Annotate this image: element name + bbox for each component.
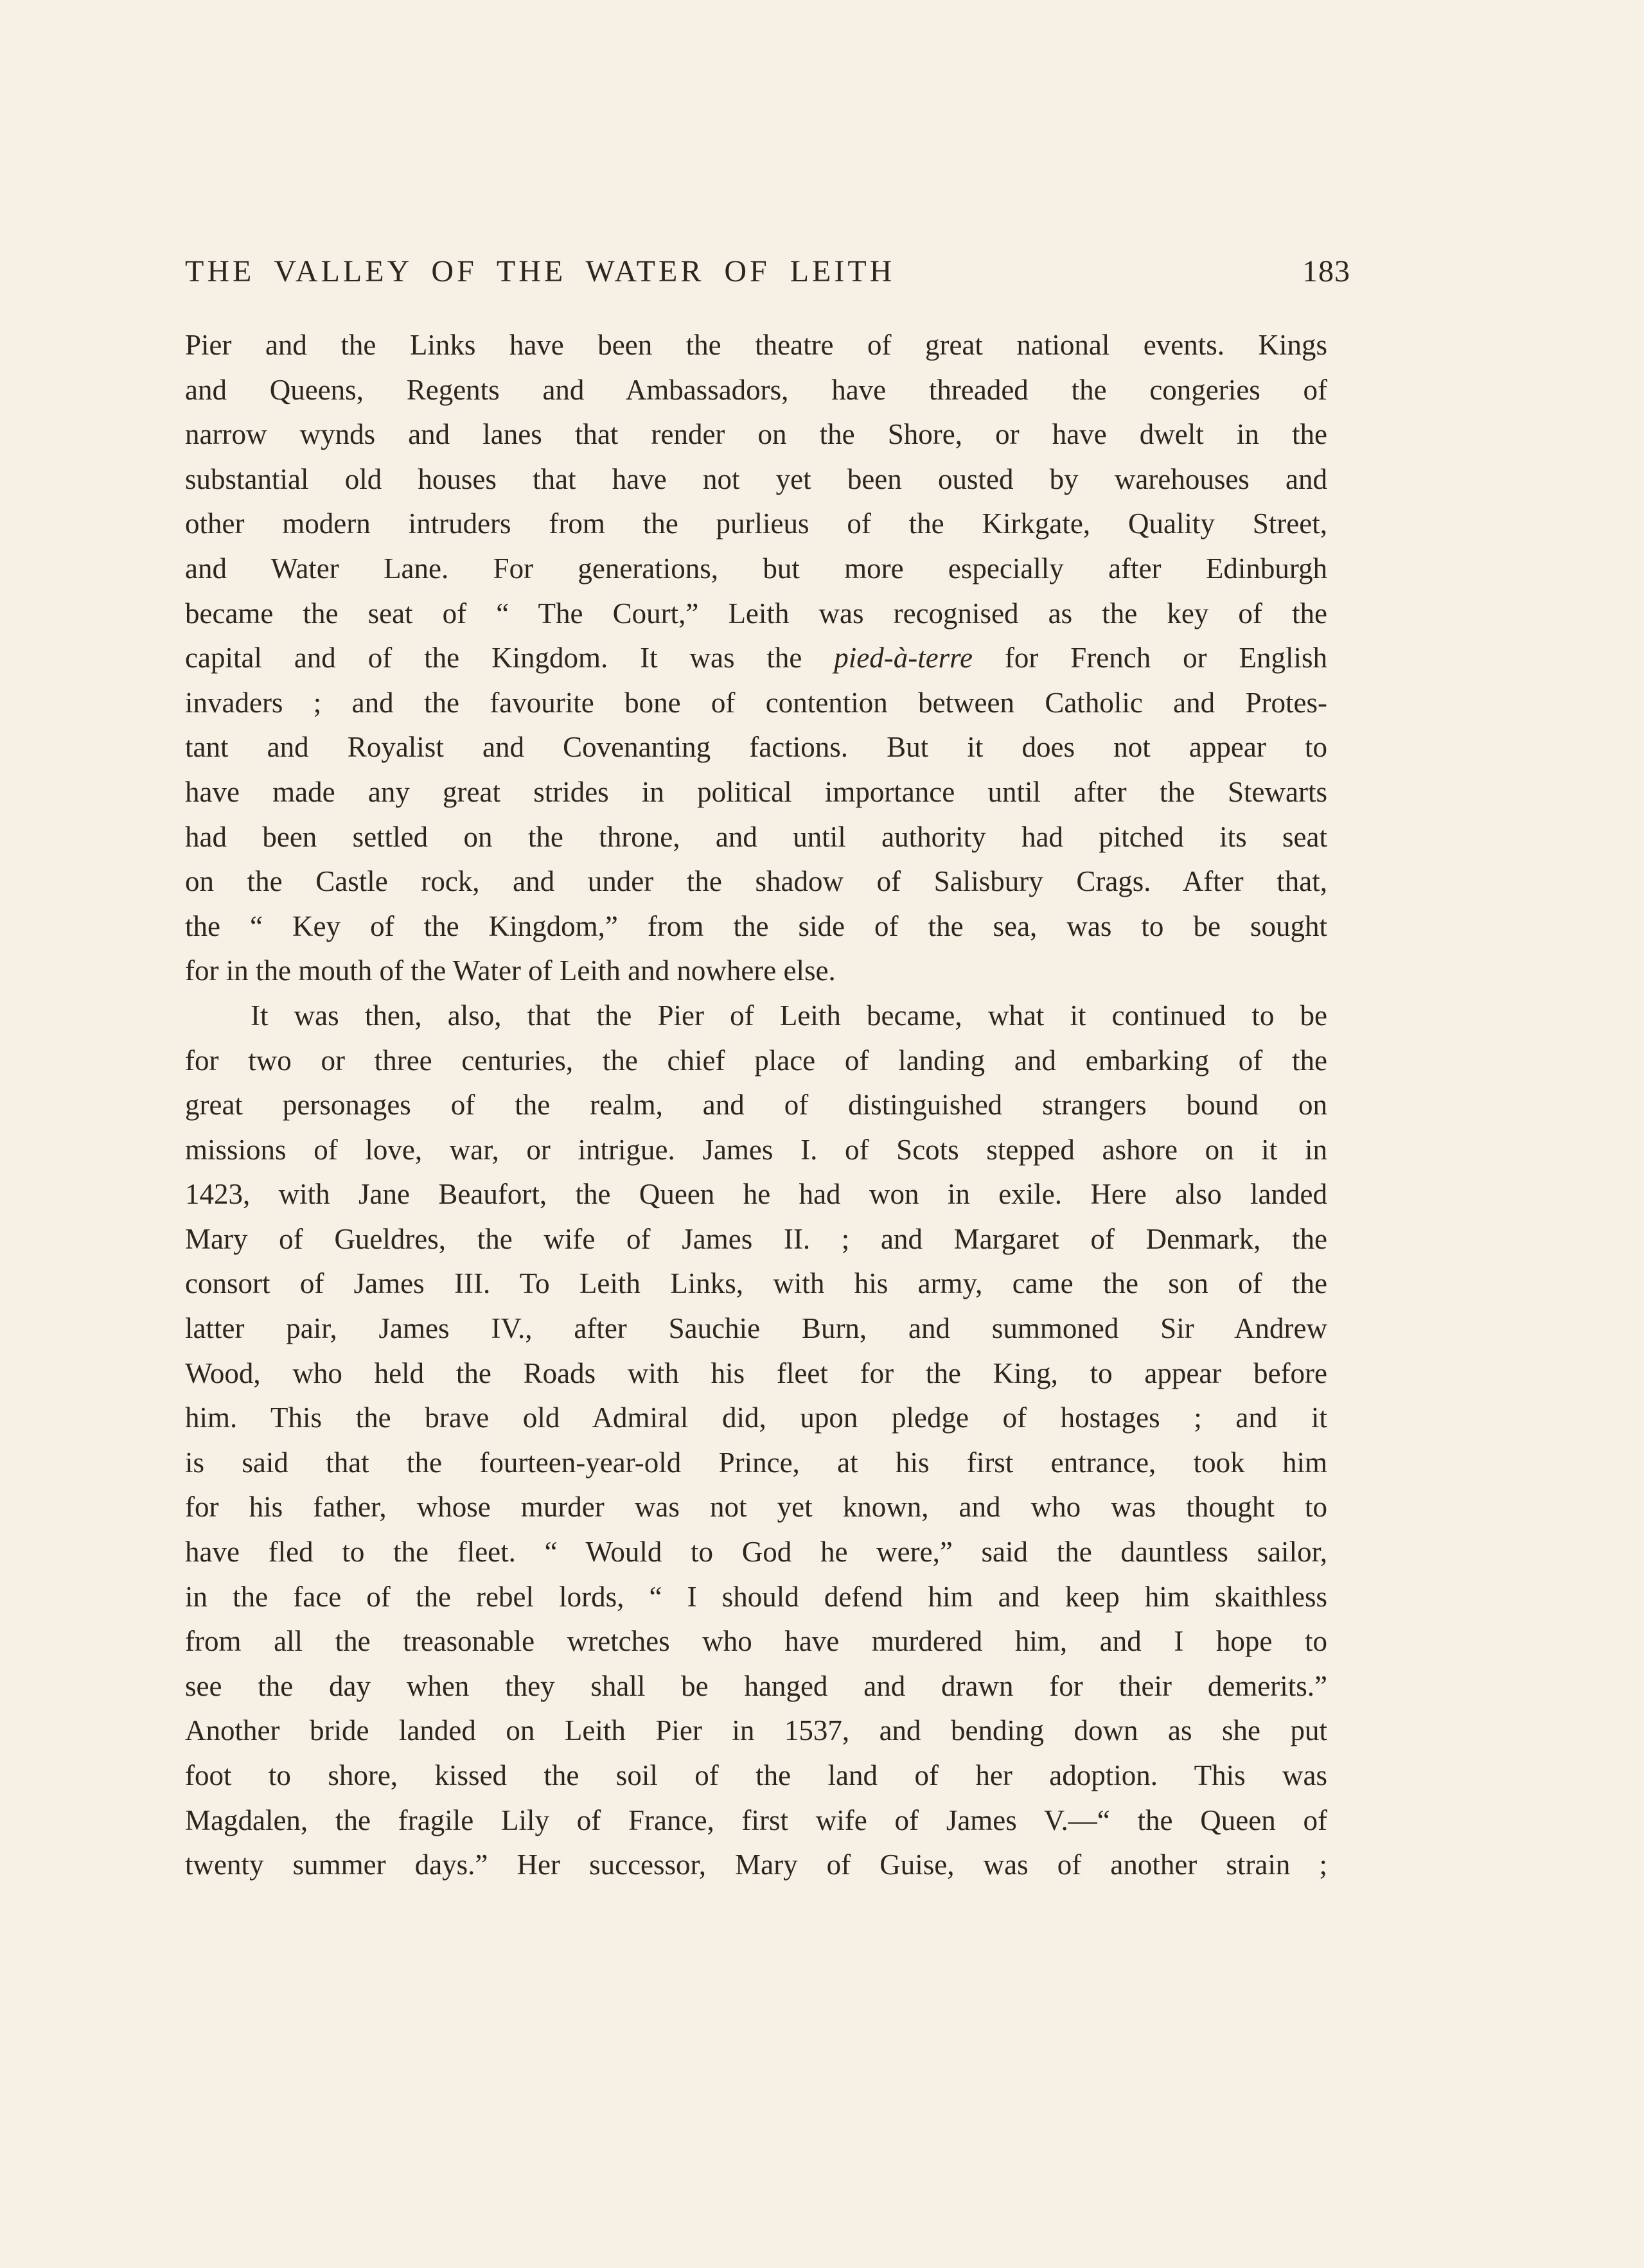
text-line: It was then, also, that the Pier of Leith became, what it continued to be xyxy=(251,999,1327,1032)
text-line: Pier and the Links have been the theatre of great national events. Kings xyxy=(185,329,1327,361)
text-line: invaders ; and the favourite bone of contention between Catholic and Protes- xyxy=(185,686,1327,719)
page-number: 183 xyxy=(1302,254,1350,288)
body-text xyxy=(185,323,1327,1888)
text-line: missions of love, war, or intrigue. James I. of Scots stepped ashore on it in xyxy=(185,1133,1327,1166)
text-line: have fled to the fleet. “ Would to God he were,” said the dauntless sailor, xyxy=(185,1536,1327,1569)
paragraph xyxy=(185,994,1327,1888)
running-head xyxy=(185,249,1350,294)
text-line: for two or three centuries, the chief place of landing and embarking of the xyxy=(185,1044,1327,1077)
text-line: consort of James III. To Leith Links, with his army, came the son of the xyxy=(185,1267,1327,1300)
text-line: is said that the fourteen-year-old Prince, at his first entrance, took him xyxy=(185,1446,1327,1479)
running-head-title: THE VALLEY OF THE WATER OF LEITH xyxy=(185,254,896,288)
paragraph xyxy=(185,323,1327,994)
text-line: latter pair, James IV., after Sauchie Burn, and summoned Sir Andrew xyxy=(185,1312,1327,1345)
text-line: had been settled on the throne, and until authority had pitched its seat xyxy=(185,820,1327,853)
text-line: became the seat of “ The Court,” Leith was recognised as the key of the xyxy=(185,597,1327,629)
text-line: substantial old houses that have not yet been ousted by warehouses and xyxy=(185,462,1327,495)
text-line: 1423, with Jane Beaufort, the Queen he had won in exile. Here also landed xyxy=(185,1178,1327,1211)
text-line: foot to shore, kissed the soil of the land of her adoption. This was xyxy=(185,1759,1327,1791)
text-line: in the face of the rebel lords, “ I should defend him and keep him skaithless xyxy=(185,1580,1327,1613)
text-line: Another bride landed on Leith Pier in 1537, and bending down as she put xyxy=(185,1714,1327,1747)
text-line: Mary of Gueldres, the wife of James II. ; and Margaret of Denmark, the xyxy=(185,1222,1327,1255)
text-line: for his father, whose murder was not yet known, and who was thought to xyxy=(185,1491,1327,1524)
text-fragment: for French or English xyxy=(973,642,1328,674)
text-line: other modern intruders from the purlieus of the Kirkgate, Quality Street, xyxy=(185,507,1327,540)
text-line xyxy=(185,636,1327,681)
text-line: for in the mouth of the Water of Leith and nowhere else. xyxy=(185,954,836,987)
text-line: narrow wynds and lanes that render on the Shore, or have dwelt in the xyxy=(185,418,1327,451)
text-line: Magdalen, the fragile Lily of France, first wife of James V.—“ the Queen of xyxy=(185,1804,1327,1836)
text-line: from all the treasonable wretches who have murdered him, and I hope to xyxy=(185,1625,1327,1658)
text-line: great personages of the realm, and of distinguished strangers bound on xyxy=(185,1089,1327,1121)
text-line: the “ Key of the Kingdom,” from the side of the sea, was to be sought xyxy=(185,910,1327,942)
text-fragment: capital and of the Kingdom. It was the xyxy=(185,642,835,674)
text-line: Wood, who held the Roads with his fleet for the King, to appear before xyxy=(185,1357,1327,1389)
text-line: have made any great strides in political importance until after the Stewarts xyxy=(185,775,1327,808)
text-line: see the day when they shall be hanged and drawn for their demerits.” xyxy=(185,1669,1327,1702)
text-line: on the Castle rock, and under the shadow of Salisbury Crags. After that, xyxy=(185,865,1327,898)
text-line: him. This the brave old Admiral did, upon pledge of hostages ; and it xyxy=(185,1402,1327,1434)
text-line: twenty summer days.” Her successor, Mary of Guise, was of another strain ; xyxy=(185,1849,1327,1881)
text-line: tant and Royalist and Covenanting factions. But it does not appear to xyxy=(185,731,1327,764)
text-line: and Water Lane. For generations, but more especially after Edinburgh xyxy=(185,552,1327,585)
italic-term: pied-à-terre xyxy=(834,642,973,674)
text-line: and Queens, Regents and Ambassadors, have threaded the congeries of xyxy=(185,373,1327,406)
